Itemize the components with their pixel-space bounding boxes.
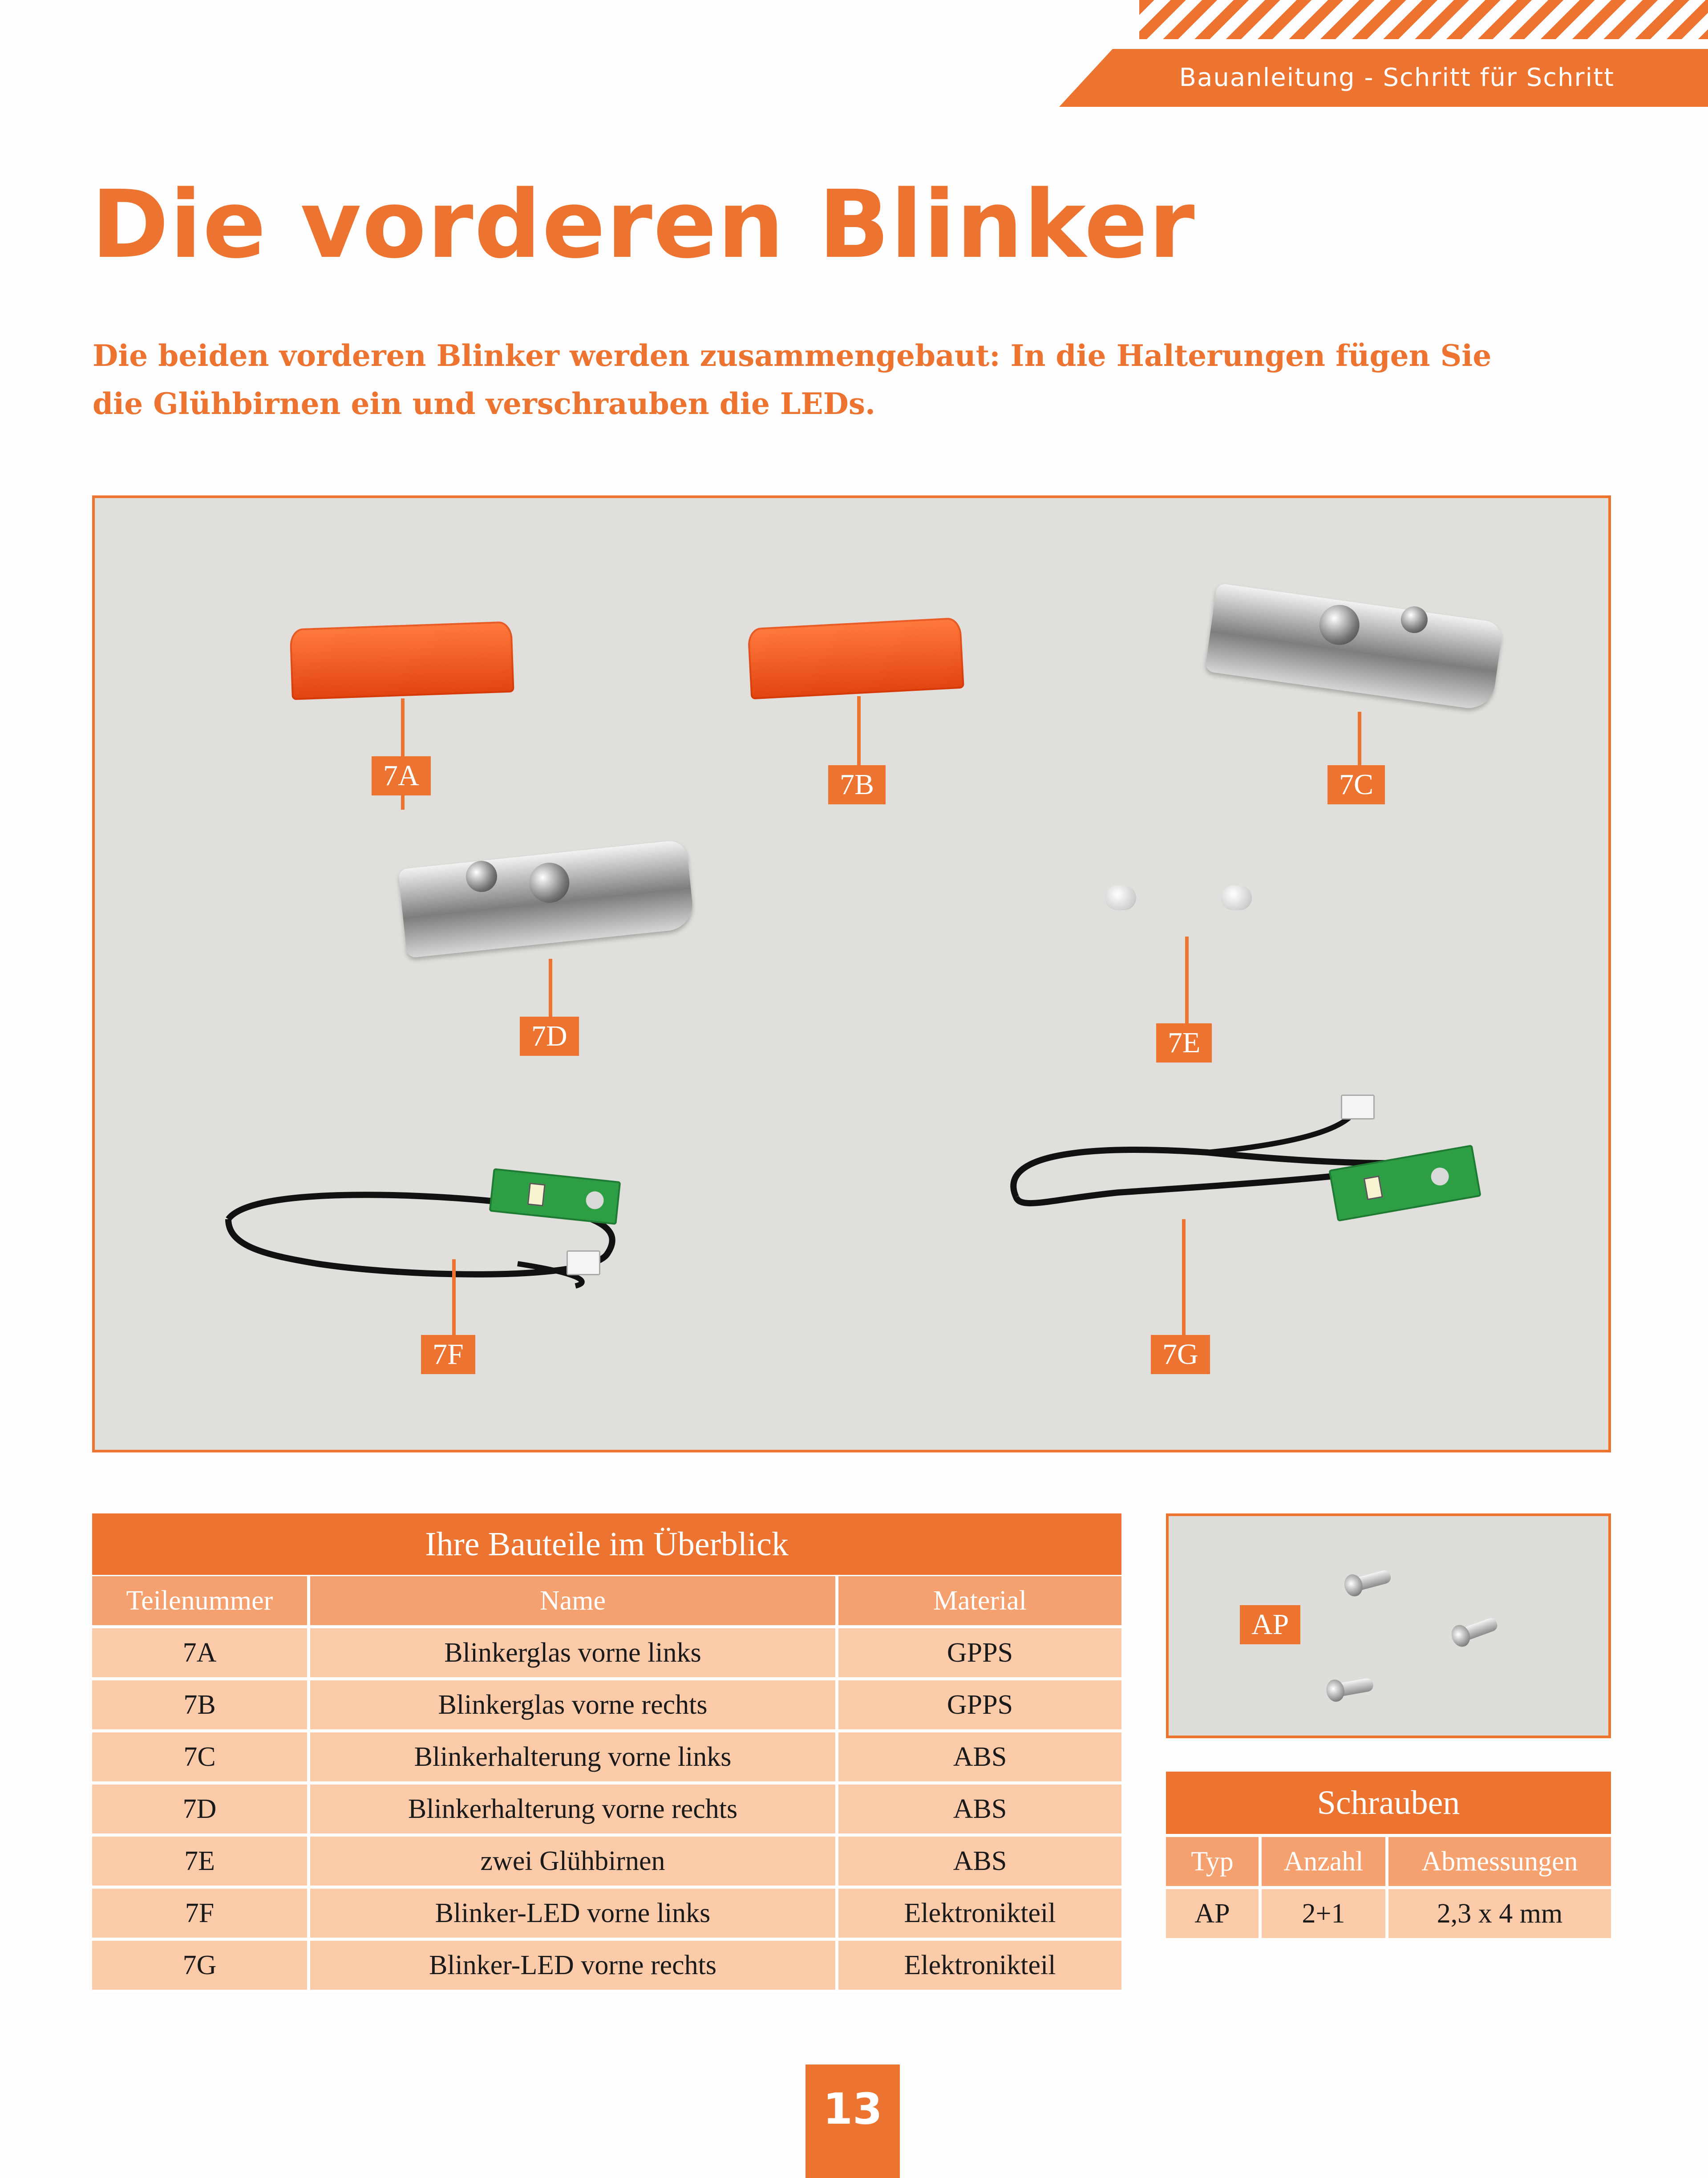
led-wires — [95, 498, 1608, 1451]
connector-7g — [1341, 1095, 1375, 1119]
screw-type: AP — [1166, 1889, 1262, 1941]
part-label-ap: AP — [1240, 1605, 1300, 1644]
table-row — [92, 1628, 1121, 1680]
part-number: 7C — [92, 1732, 310, 1785]
page-number: 13 — [805, 2064, 900, 2178]
part-number: 7E — [92, 1837, 310, 1889]
table-row — [92, 1837, 1121, 1889]
part-name: zwei Glühbirnen — [310, 1837, 838, 1889]
part-label-7d: 7D — [520, 1017, 579, 1056]
part-name: Blinkerglas vorne rechts — [310, 1680, 838, 1732]
parts-table-header-row — [92, 1576, 1121, 1628]
part-material: GPPS — [838, 1628, 1121, 1680]
part-material: ABS — [838, 1785, 1121, 1837]
table-row — [92, 1941, 1121, 1993]
part-material: ABS — [838, 1837, 1121, 1889]
part-label-7a: 7A — [372, 756, 431, 795]
column-header: Abmessungen — [1388, 1837, 1611, 1889]
part-label-7g: 7G — [1151, 1335, 1210, 1374]
parts-photo — [92, 495, 1611, 1452]
column-header: Teilenummer — [92, 1576, 310, 1628]
parts-table-title: Ihre Bauteile im Überblick — [92, 1513, 1121, 1575]
leader-7g — [1182, 1219, 1186, 1353]
screw-3 — [1332, 1677, 1374, 1697]
part-number: 7D — [92, 1785, 310, 1837]
part-number: 7G — [92, 1941, 310, 1993]
table-row — [1166, 1889, 1611, 1941]
part-material: Elektronikteil — [838, 1941, 1121, 1993]
table-row — [92, 1680, 1121, 1732]
column-header: Typ — [1166, 1837, 1262, 1889]
part-material: Elektronikteil — [838, 1889, 1121, 1941]
table-row — [92, 1785, 1121, 1837]
screw-dimensions: 2,3 x 4 mm — [1388, 1889, 1611, 1941]
parts-table — [92, 1576, 1121, 1993]
part-name: Blinker-LED vorne links — [310, 1889, 838, 1941]
section-title: Bauanleitung - Schritt für Schritt — [1179, 63, 1615, 92]
table-row — [92, 1889, 1121, 1941]
part-label-7b: 7B — [828, 765, 886, 804]
part-label-7f: 7F — [421, 1335, 475, 1374]
header-stripes — [1139, 0, 1708, 39]
part-name: Blinkerhalterung vorne links — [310, 1732, 838, 1785]
connector-7f — [567, 1250, 600, 1275]
screw-count: 2+1 — [1262, 1889, 1388, 1941]
part-label-7c: 7C — [1328, 765, 1385, 804]
part-number: 7F — [92, 1889, 310, 1941]
part-number: 7A — [92, 1628, 310, 1680]
column-header: Name — [310, 1576, 838, 1628]
table-row — [92, 1732, 1121, 1785]
screws-table — [1166, 1837, 1611, 1941]
screws-table-title: Schrauben — [1166, 1772, 1611, 1834]
page-title: Die vorderen Blinker — [91, 170, 1196, 279]
part-name: Blinkerglas vorne links — [310, 1628, 838, 1680]
column-header: Anzahl — [1262, 1837, 1388, 1889]
part-material: ABS — [838, 1732, 1121, 1785]
screw-2 — [1457, 1617, 1499, 1643]
part-name: Blinkerhalterung vorne rechts — [310, 1785, 838, 1837]
screws-photo — [1166, 1513, 1611, 1738]
part-number: 7B — [92, 1680, 310, 1732]
column-header: Material — [838, 1576, 1121, 1628]
screws-table-header-row — [1166, 1837, 1611, 1889]
screw-1 — [1350, 1569, 1392, 1592]
part-label-7e: 7E — [1156, 1023, 1212, 1063]
part-name: Blinker-LED vorne rechts — [310, 1941, 838, 1993]
part-material: GPPS — [838, 1680, 1121, 1732]
intro-text: Die beiden vorderen Blinker werden zusammengebaut: In die Halterungen fügen Sie die Glühbirnen ein und verschrauben die LEDs. — [93, 338, 1492, 421]
